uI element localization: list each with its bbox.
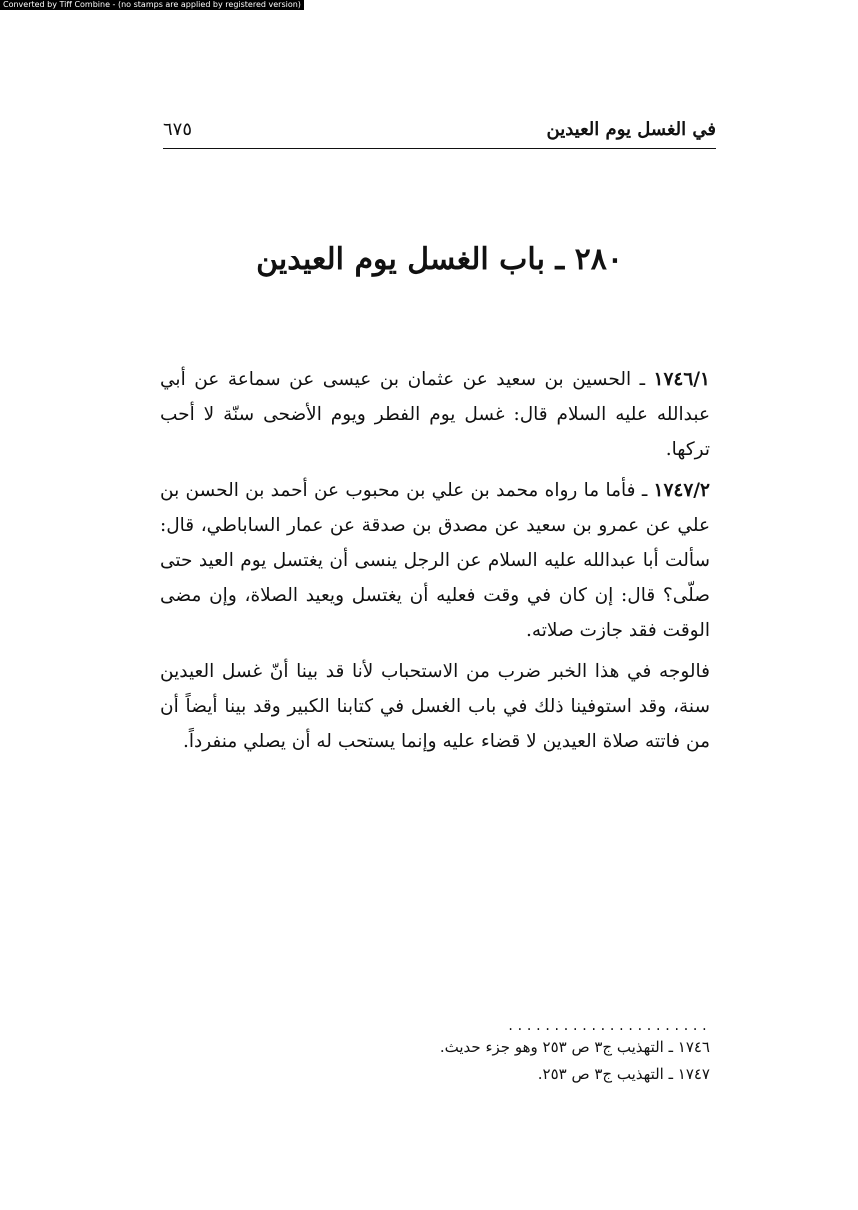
running-header [163,116,716,148]
running-title: في الغسل يوم العيدين [546,119,716,140]
paragraph-commentary [160,654,710,759]
footnote-1746: ١٧٤٦ ـ التهذيب ج٣ ص ٢٥٣ وهو جزء حديث. [439,1038,710,1056]
footnote-1747: ١٧٤٧ ـ التهذيب ج٣ ص ٢٥٣. [537,1065,710,1083]
hadith-number: ١٧٤٧/٢ [653,480,710,501]
hadith-number: ١٧٤٦/١ [653,369,710,390]
footnotes [400,1018,710,1088]
footnote-separator: ...................... [507,1019,710,1033]
chapter-title: ٢٨٠ ـ باب الغسل يوم العيدين [256,242,623,277]
paragraph-text: ـ فأما ما رواه محمد بن علي بن محبوب عن أحمد بن الحسن بن علي عن عمرو بن سعيد عن مصدق بن صدقة عن عمار الساباطي، قال: سألت أبا عبدالله عليه السلام عن الرجل ينسى أن يغتسل يوم العيد حتى صلّى؟ قال: إن كان في وقت فعليه أن يغتسل ويعيد الصلاة، وإن مضى الوقت فقد جازت صلاته. [160,480,710,641]
page-number: ٦٧٥ [163,119,193,140]
body-text [160,362,710,765]
paragraph-text: ـ الحسين بن سعيد عن عثمان بن عيسى عن سماعة عن أبي عبدالله عليه السلام قال: غسل يوم الفطر ويوم الأضحى سنّة لا أحب تركها. [160,369,710,460]
header-rule [163,148,716,149]
converter-watermark: Converted by Tiff Combine - (no stamps are applied by registered version) [0,0,304,10]
paragraph-hadith-1747 [160,473,710,648]
paragraph-text: فالوجه في هذا الخبر ضرب من الاستحباب لأنا قد بينا أنّ غسل العيدين سنة، وقد استوفينا ذلك في باب الغسل في كتابنا الكبير وقد بينا أيضاً أن من فاتته صلاة العيدين لا قضاء عليه وإنما يستحب له أن يصلي منفرداً. [160,661,710,752]
paragraph-hadith-1746 [160,362,710,467]
